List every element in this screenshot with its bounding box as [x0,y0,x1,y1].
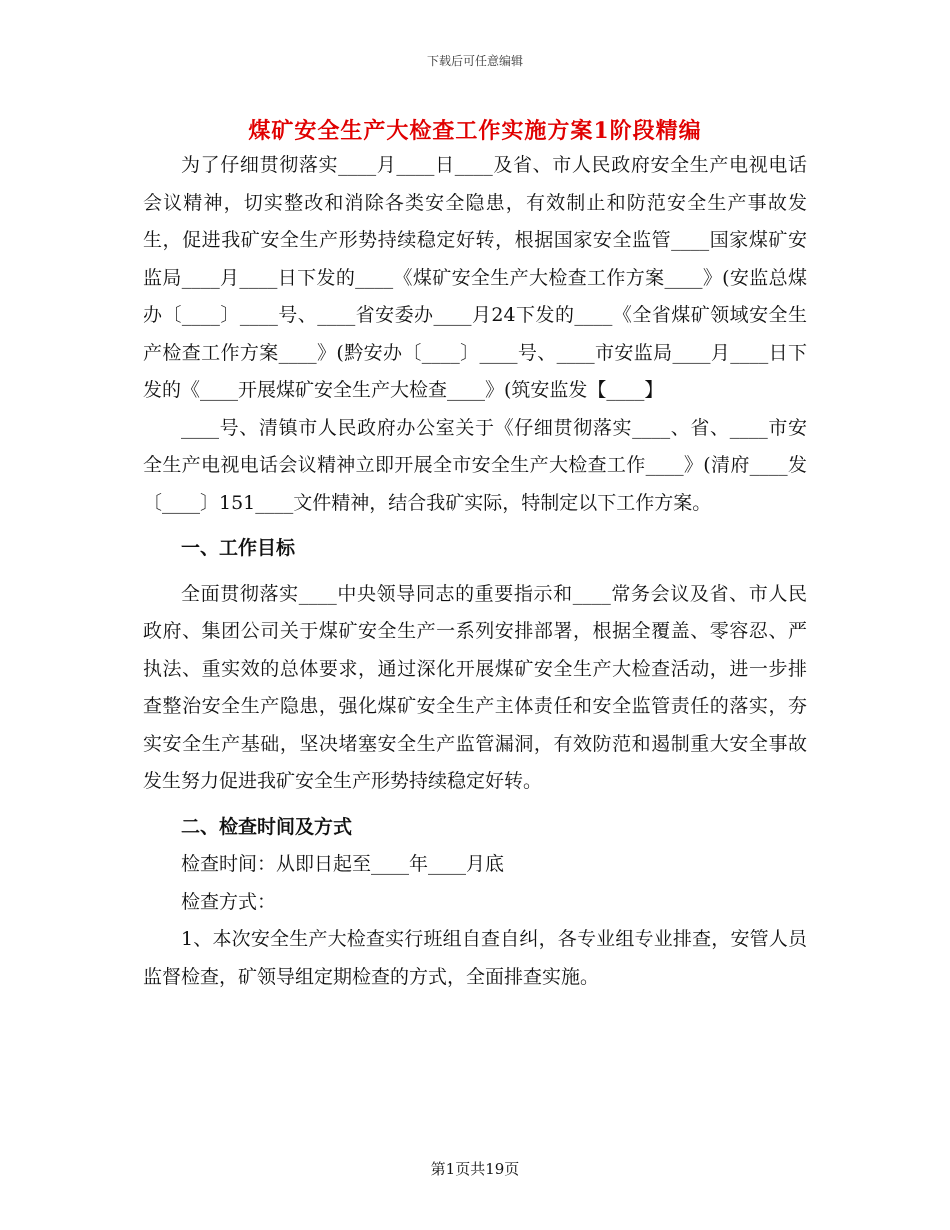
paragraph-check-method: 检查方式： [181,890,277,913]
paragraph-goals: 全面贯彻落实____中央领导同志的重要指示和____常务会议及省、市人民政府、集团公司关于煤矿安全生产一系列安排部署，根据全覆盖、零容忍、严执法、重实效的总体要求，通过深化开展煤矿安全生产大检查活动，进一步排查整治安全生产隐患，强化煤矿安全生产主体责任和安全监管责任的落实，夯实安全生产基础，坚决堵塞安全生产监管漏洞，有效防范和遏制重大安全事故发生努力促进我矿安全生产形势持续稳定好转。 [143,582,807,792]
section-heading-time-method: 二、检查时间及方式 [181,815,353,838]
page-footer-number: 第1页共19页 [430,1160,520,1178]
paragraph-item-1: 1、本次安全生产大检查实行班组自查自纠，各专业组专业排查，安管人员监督检查，矿领导组定期检查的方式，全面排查实施。 [143,928,807,988]
section-heading-goals: 一、工作目标 [181,537,296,559]
document-body [143,147,807,996]
page-header-note: 下载后可任意编辑 [426,54,523,68]
document-title: 煤矿安全生产大检查工作实施方案1阶段精编 [248,118,702,144]
paragraph-intro: 为了仔细贯彻落实____月____日____及省、市人民政府安全生产电视电话会议精神，切实整改和消除各类安全隐患，有效制止和防范安全生产事故发生，促进我矿安全生产形势持续稳定好转，根据国家安全监管____国家煤矿安监局____月____日下发的____《煤矿安全生产大检查工作方案____》(安监总煤办〔____〕____号、____省安委办____月24下发的____《全省煤矿领域安全生产检查工作方案____》(黔安办〔____〕____号、____市安监局____月____日下发的《____开展煤矿安全生产大检查____》(筑安监发【____】 [143,154,807,401]
paragraph-basis: ____号、清镇市人民政府办公室关于《仔细贯彻落实____、省、____市安全生产电视电话会议精神立即开展全市安全生产大检查工作____》(清府____发〔____〕151____文件精神，结合我矿实际，特制定以下工作方案。 [143,416,807,514]
paragraph-check-time: 检查时间：从即日起至____年____月底 [181,853,505,875]
